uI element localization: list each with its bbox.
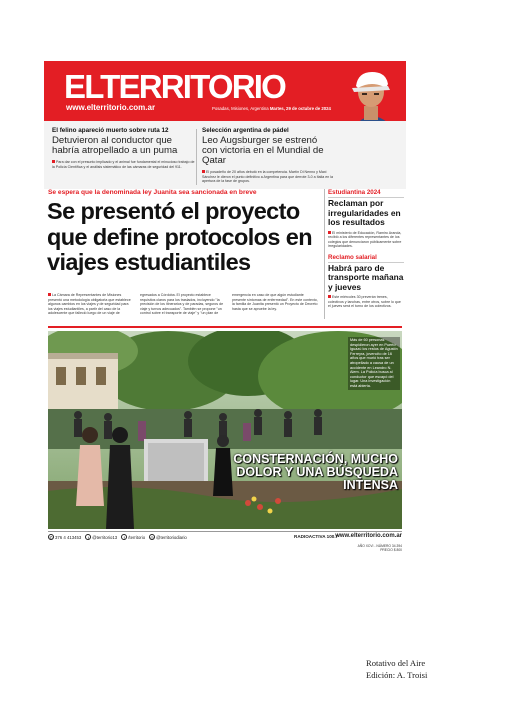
teaser-kicker: El felino apareció muerto sobre ruta 12 bbox=[52, 127, 169, 134]
edition-credit bbox=[366, 657, 427, 681]
teaser-kicker: Selección argentina de pádel bbox=[202, 127, 289, 134]
side-column bbox=[328, 189, 404, 309]
bullet-square-icon bbox=[48, 293, 51, 296]
whatsapp-icon: ✆ bbox=[49, 535, 53, 540]
twitter-link[interactable] bbox=[85, 534, 117, 540]
footer-bar bbox=[48, 533, 402, 543]
instagram-icon: ◎ bbox=[150, 535, 154, 540]
side-story-paro[interactable] bbox=[328, 254, 404, 309]
side-tag: Estudiantina 2024 bbox=[328, 189, 404, 198]
teaser-headline: Detuvieron al conductor que habría atropellado a un puma bbox=[52, 135, 178, 156]
divider bbox=[48, 531, 402, 532]
credit-line-2: Edición: A. Troisi bbox=[366, 670, 428, 680]
teaser-padel[interactable] bbox=[202, 127, 334, 184]
top-teasers bbox=[44, 121, 406, 189]
facebook-link[interactable] bbox=[121, 534, 145, 540]
bullet-square-icon bbox=[328, 231, 331, 234]
side-headline: Habrá paro de transporte mañana y jueves bbox=[328, 262, 404, 292]
credit-line-1: Rotativo del Aire bbox=[366, 658, 426, 668]
teaser-body bbox=[202, 170, 334, 184]
issue-price: PRECIO $ 800 bbox=[380, 548, 402, 552]
twitter-handle: @territorio13 bbox=[92, 535, 118, 540]
photo-caption: Más de 60 personas despidieron ayer en Puerto Iguazú los restos de Agustín Ferreyra, jovencito de 16 años que murió tras ser atropellado a causa de un accidente en Leandro N. Alem. La Policía busca al conductor que escapó del lugar. Una investigación está abierta. bbox=[348, 337, 400, 390]
side-body bbox=[328, 231, 404, 249]
instagram-handle: @territoriodiario bbox=[156, 535, 187, 540]
main-kicker: Se espera que la denominada ley Juanita sea sancionada en breve bbox=[48, 189, 257, 196]
facebook-handle: /territorio bbox=[128, 535, 146, 540]
facebook-icon: f bbox=[121, 534, 127, 540]
main-lede bbox=[48, 293, 318, 316]
masthead-dateline bbox=[212, 106, 331, 111]
newspaper-logo[interactable]: ELTERRITORIO bbox=[64, 68, 286, 105]
bullet-square-icon bbox=[328, 295, 331, 298]
side-tag: Reclamo salarial bbox=[328, 254, 404, 263]
side-body-text: Este miércoles 30 preverán trenes, colectivos y lanchas, entre otros, sobre lo que el jueves será el turno de los colectivos. bbox=[328, 295, 401, 308]
masthead-url: www.elterritorio.com.ar bbox=[66, 103, 156, 112]
side-story-estudiantina[interactable] bbox=[328, 189, 404, 249]
bullet-square-icon bbox=[52, 160, 55, 163]
bullet-square-icon bbox=[202, 170, 205, 173]
side-body bbox=[328, 295, 404, 309]
teaser-body bbox=[52, 160, 197, 169]
website-link[interactable]: www.elterritorio.com.ar bbox=[335, 533, 402, 539]
side-headline: Reclaman por irregularidades en los resultados bbox=[328, 198, 401, 227]
teaser-body-text: El posadeño de 20 años debutó en la competencia. Martín Di Nenno y Maxi Sánchez le dieron el punto definitivo a Argentina para que derrote 3-0 a Italia en la apertura de la fase de grupos. bbox=[202, 170, 334, 183]
instagram-link[interactable] bbox=[149, 534, 187, 540]
issue-number: AÑO XCVI - NÚMERO 34.394 bbox=[357, 544, 402, 548]
newspaper-front-page bbox=[44, 61, 406, 556]
teaser-body-text: Para dar con el presunto implicado y el animal fue fundamental el minucioso trabajo de la Policía Científica y el análisis sistemático de las cámaras de seguridad del 911. bbox=[52, 160, 195, 169]
main-lede-text: La Cámara de Representantes de Misiones presentó una metodología obligatoria que establece algunos cambios en los viajes y de seguridad para los viajes estudiantiles, a partir del caso de la adolescente que falleció luego de un viaje de egresados a Córdoba. El proyecto establece requisitos claros para los traslados, incluyendo "la precisión de los itinerarios y de paradas, seguros de viaje y turnos adecuados". También se propone "un control sobre el transporte de viaje" y "un plan de emergencia en caso de que algún estudiante presente síntomas de enfermedad". En este contexto, la familia de Juanita presentó un Proyecto de Decreto hasta que se apruebe la ley. bbox=[48, 293, 318, 315]
teaser-puma[interactable] bbox=[52, 127, 197, 169]
radio-logo[interactable]: RADIOACTIVA 100.7 bbox=[294, 534, 339, 539]
divider bbox=[324, 189, 325, 319]
teaser-headline: Leo Augsburger se estrenó con victoria en el Mundial de Qatar bbox=[202, 135, 324, 166]
side-body-text: El ministerio de Educación, Ramiro Aranda, recibió a los diferentes representantes de los colegios que denunciaron públicamente sobre irregularidades. bbox=[328, 230, 402, 248]
masthead-location: Posadas, Misiones, Argentina bbox=[212, 106, 269, 111]
red-divider bbox=[48, 326, 402, 328]
main-headline[interactable]: Se presentó el proyecto que define protocolos en viajes estudiantiles bbox=[47, 198, 313, 275]
whatsapp-number: 376 4 413453 bbox=[55, 535, 82, 540]
social-links bbox=[48, 534, 187, 540]
masthead-date: Martes, 29 de octubre de 2024 bbox=[269, 106, 331, 111]
divider bbox=[196, 129, 197, 185]
twitter-icon: t bbox=[85, 534, 91, 540]
photo-headline[interactable]: CONSTERNACIÓN, MUCHO DOLOR Y UNA BÚSQUEDA INTENSA bbox=[233, 452, 398, 492]
whatsapp-link[interactable] bbox=[48, 534, 81, 540]
issue-info bbox=[358, 544, 402, 552]
